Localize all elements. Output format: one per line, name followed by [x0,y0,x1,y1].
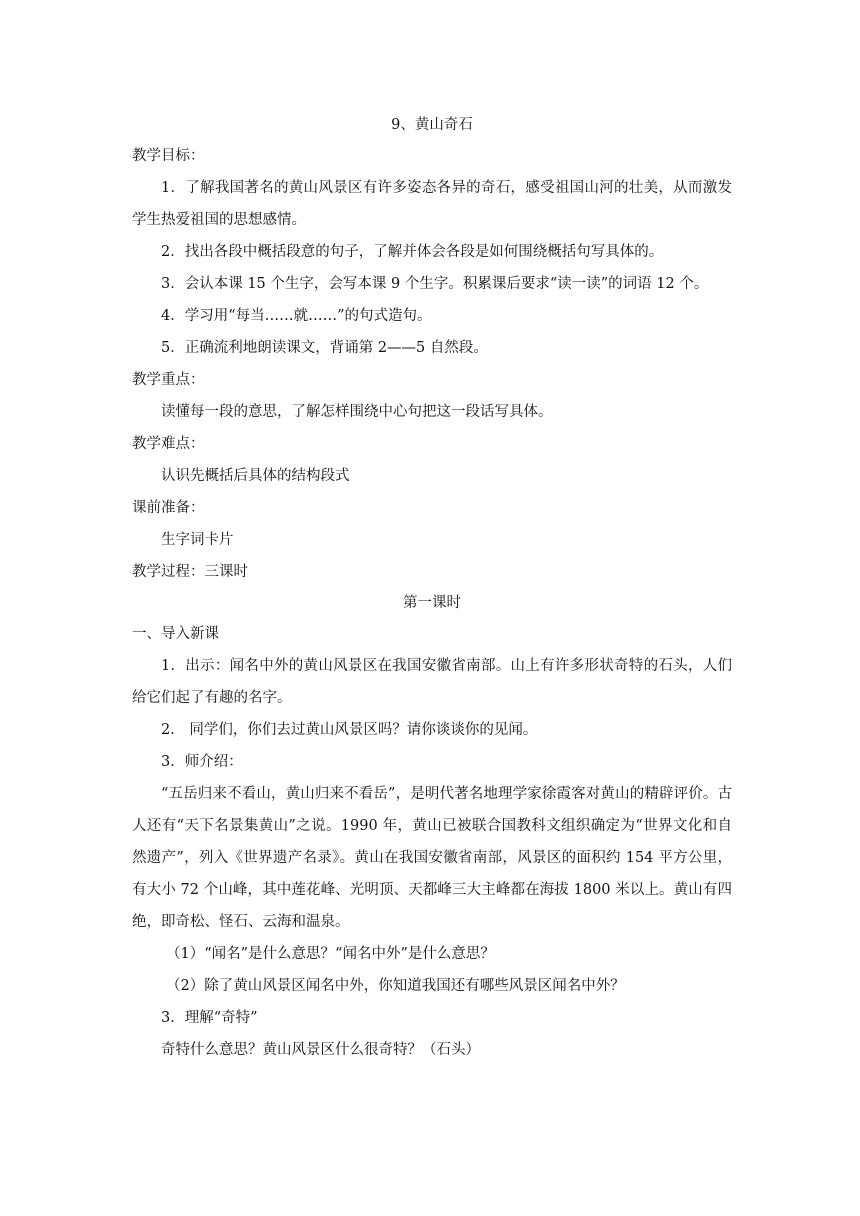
question-item: （1）“闻名”是什么意思？“闻名中外”是什么意思？ [166,946,495,962]
lesson-title: 第一课时 [403,595,461,611]
section-item: 3．师介绍： [161,754,243,770]
section-heading: 一、导入新课 [132,626,219,642]
section-item: 3．理解“奇特” [161,1010,258,1026]
difficulties-text: 认识先概括后具体的结构段式 [161,468,350,484]
prep-text: 生字词卡片 [161,532,234,548]
document-page [132,110,732,1066]
process-heading: 教学过程：三课时 [132,564,248,580]
question-item: （2）除了黄山风景区闻名中外，你知道我国还有哪些风景区闻名中外？ [166,978,625,994]
intro-paragraph: “五岳归来不看山，黄山归来不看岳”，是明代著名地理学家徐霞客对黄山的精辟评价。古人还有“天下名景集黄山”之说。1990 年，黄山已被联合国教科文组织确定为“世界文化和自然遗产”，列入《世界遗产名录》。黄山在我国安徽省南部，风景区的面积约 154 平方公里，有大小 72 个山峰，其中莲花峰、光明顶、天都峰三大主峰都在海拔 1800 米以上。黄山有四绝，即奇松、怪石、云海和温泉。 [132,786,732,930]
objective-item: 4．学习用“每当……就……”的句式造句。 [161,308,432,324]
objective-item: 3．会认本课 15 个生字，会写本课 9 个生字。积累课后要求“读一读”的词语 12 个。 [161,276,709,292]
difficulties-heading: 教学难点： [132,436,205,452]
objective-item: 5．正确流利地朗读课文，背诵第 2——5 自然段。 [161,340,488,356]
section-item: 1．出示：闻名中外的黄山风景区在我国安徽省南部。山上有许多形状奇特的石头，人们给它们起了有趣的名字。 [132,658,732,706]
objective-item: 2．找出各段中概括段意的句子，了解并体会各段是如何围绕概括句写具体的。 [161,244,664,260]
section-item: 2． 同学们，你们去过黄山风景区吗？请你谈谈你的见闻。 [161,722,538,738]
key-points-text: 读懂每一段的意思，了解怎样围绕中心句把这一段话写具体。 [161,404,553,420]
objectives-heading: 教学目标： [132,148,205,164]
key-points-heading: 教学重点： [132,372,205,388]
objective-item: 1．了解我国著名的黄山风景区有许多姿态各异的奇石，感受祖国山河的壮美，从而激发学生热爱祖国的思想感情。 [132,180,732,228]
prep-heading: 课前准备： [132,500,205,516]
section-item-text: 奇特什么意思？黄山风景区什么很奇特？（石头） [161,1042,480,1058]
document-title: 9、黄山奇石 [391,117,473,133]
